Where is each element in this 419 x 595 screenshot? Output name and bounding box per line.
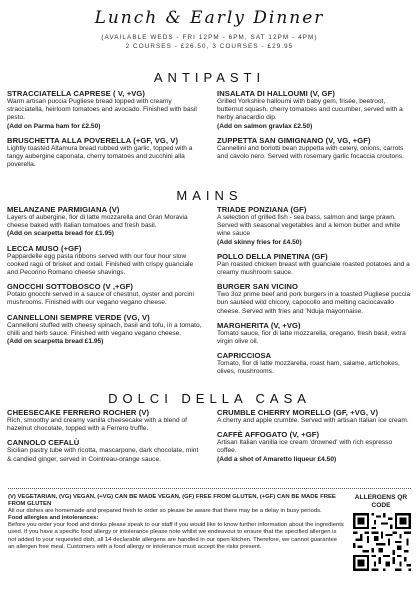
menu-item — [217, 205, 413, 247]
menu-item — [7, 313, 203, 347]
antipasti-left-column — [7, 89, 203, 174]
allergens-qr-code[interactable] — [353, 513, 411, 571]
item-name: ZUPPETTA SAN GIMIGNANO (V, VG, +GF) — [217, 135, 371, 145]
qr-label: ALLERGENS QR CODE — [354, 494, 408, 509]
dolci-right-column — [217, 408, 413, 469]
mains-left-column — [7, 205, 203, 351]
item-name: LECCA MUSO (+GF) — [7, 243, 82, 253]
menu-item — [217, 89, 413, 131]
item-name: CAPRICCIOSA — [217, 351, 272, 361]
item-name: MELANZANE PARMIGIANA (V) — [7, 205, 120, 214]
menu-item — [7, 205, 203, 239]
item-name: CHEESECAKE FERRERO ROCHER (V) — [7, 408, 150, 417]
menu-item — [217, 282, 413, 316]
item-extra: (Add on salmon gravlax £2.50) — [217, 122, 313, 130]
hours-line: (AVAILABLE WEDS - FRI 12PM - 6PM, SAT 12PM - 4PM) — [101, 34, 318, 41]
menu-item — [7, 438, 203, 463]
section-title-antipasti: ANTIPASTI — [153, 70, 266, 85]
mains-right-column — [217, 205, 413, 382]
preparation-note: All our dishes are homemade and prepared fresh to order so please be aware that there may be a delay in busy periods. — [8, 508, 322, 515]
item-extra: (Add on Parma ham for £2.50) — [7, 122, 101, 130]
item-description: Tomato, fior di latte mozzarella, roast ham, salame, artichokes, olives, mushrooms. — [217, 360, 400, 376]
item-description: Grilled Yorkshire halloumi with baby gem, frisée, beetroot, butternut squash, cherry tomatoes and cucumber, served with a herby anacardio dip. — [217, 98, 403, 122]
item-name: STRACCIATELLA CAPRESE ( V, +VG) — [7, 89, 146, 98]
item-description: A selection of grilled fish - sea bass, salmon and large prawn. Served with seasonal vegetables and a lemon butter and white wine sauce — [217, 214, 401, 238]
allergen-footer — [8, 494, 344, 551]
menu-item — [7, 282, 203, 307]
item-extra: (Add on scarpetta bread for £1.95) — [7, 230, 114, 238]
item-description: A cherry and apple crumble. Served with artisan Italian ice cream. — [217, 417, 409, 424]
item-description: Rich, smoothy and creamy vanilla cheesecake with a blend of hazelnut chocolate, topped with a Ferrero truffle. — [7, 417, 187, 433]
menu-item — [217, 408, 413, 425]
item-description: Lightly toasted Altamura bread rubbed with garlic, topped with a tangy aubergine caponata, cherry tomatoes and zucchini alla poverella. — [7, 144, 193, 169]
menu-item — [217, 430, 413, 464]
item-name: CANNELLONI SEMPRE VERDE (VG, V) — [7, 312, 150, 322]
item-description: Sicilian pastry tube with ricotta, mascarpone, dark chocolate, mint & candied ginger, served in Cointreau-orange sauce. — [7, 447, 199, 463]
item-name: MARGHERITA (V, +VG) — [217, 320, 301, 330]
item-name: BURGER SAN VICINO — [217, 282, 299, 292]
item-description: Warm artisan puccia Pugliese bread topped with creamy stracciatella, heirloom tomatoes and avocado. Finished with basil pesto. — [7, 98, 197, 122]
item-description: Layers of aubergine, fior di latte mozzarella and Gran Moravia cheese baked with Italian tomatoes and fresh basil. — [7, 214, 188, 230]
item-name: CANNOLO CEFALÙ — [7, 438, 80, 448]
item-name: TRIADE PONZIANA (GF) — [217, 205, 307, 214]
menu-item — [217, 321, 413, 346]
dotted-divider — [8, 488, 411, 489]
section-title-mains: MAINS — [176, 188, 243, 203]
item-name: BRUSCHETTA ALLA POVERELLA (+GF, VG, V) — [7, 135, 179, 145]
antipasti-right-column — [217, 89, 413, 166]
item-description: Pappardelle egg pasta ribbons served with our four hour slow cooked ragù of brisket and oxtail. Finished with crispy guanciale and Pecorino Romano cheese shavings. — [7, 252, 194, 277]
menu-item — [217, 252, 413, 277]
item-name: CRUMBLE CHERRY MORELLO (GF, +VG, V) — [217, 408, 379, 417]
menu-hours — [0, 33, 419, 51]
item-description: Cannelloni stuffed with cheesy spinach, basil and tofu, in a tomato, chilli and herb sauce. Finished with vegano vegano cheese. — [7, 321, 202, 337]
item-name: INSALATA DI HALLOUMI (V, GF) — [217, 89, 335, 98]
menu-item — [217, 136, 413, 161]
menu-title: Lunch & Early Dinner — [94, 8, 325, 28]
dietary-key: (V) VEGETARIAN, (VG) VEGAN, (+VG) CAN BE MADE VEGAN, (GF) FREE FROM GLUTEN, (+GF) CAN BE MADE FREE FROM GLUTEN — [8, 494, 336, 508]
item-name: GNOCCHI SOTTOBOSCO (V ,+GF) — [7, 282, 133, 292]
menu-item — [7, 136, 203, 170]
item-name: CAFFÈ AFFOGATO (V, +GF) — [217, 430, 320, 440]
item-description: Two 3oz prime beef and pork burgers in a toasted Pugliese puccia bun sautéed wild chicory, capocollo and melting caciocavallo cheese. Served with fries and 'Nduja mayonnaise. — [217, 291, 411, 315]
item-description: Tomato sauce, fior di latte mozzarella, oregano, fresh basil, extra virgin olive oil. — [217, 329, 406, 346]
menu-item — [7, 89, 203, 131]
item-description: Artisan Italian vanilla ice cream 'drowned' with rich espresso coffee. — [217, 439, 393, 455]
item-description: Pan roasted chicken breast with guanciale roasted potatoes and a creamy mushroom sauce. — [217, 260, 410, 277]
menu-item — [217, 351, 413, 376]
item-description: Potato gnocchi served in a sauce of chestnut, oyster and porcini mushrooms. Finished with our vegano vegano cheese. — [7, 291, 194, 307]
dolci-left-column — [7, 408, 203, 469]
item-extra: (Add a shot of Amaretto liqueur £4.50) — [217, 455, 337, 463]
section-title-dolci: DOLCI DELLA CASA — [108, 391, 311, 406]
price-line: 2 COURSES - £26.50, 3 COURSES - £29.95 — [125, 43, 294, 50]
item-name: POLLO DELLA PINETINA (GF) — [217, 251, 328, 261]
menu-item — [7, 244, 203, 278]
allergens-text: Before you order your food and drinks please speak to our staff if you would like to know further information about the ingredients used. If you have a specific food allergy or intolerance please note whilst we endeavour to ensure that the specified allergen is not added to your requested dish, all 14 declarable allergens are handled in our open kitchen. Therefore, we cannot guarantee an allergen free meal. Customers with a food allergy or intolerance must accept the risks present. — [8, 522, 344, 550]
item-extra: (Add skinny fries for £4.50) — [217, 238, 302, 246]
menu-item — [7, 408, 203, 433]
allergens-heading: Food allergies and intolerances: — [8, 515, 99, 522]
item-extra: (Add on scarpetta bread £1.95) — [7, 338, 104, 346]
item-description: Cannellini and borlotti bean zuppetta with celery, onions, carrots and cavolo nero. Served with rosemary garlic focaccia croutons. — [217, 144, 404, 161]
